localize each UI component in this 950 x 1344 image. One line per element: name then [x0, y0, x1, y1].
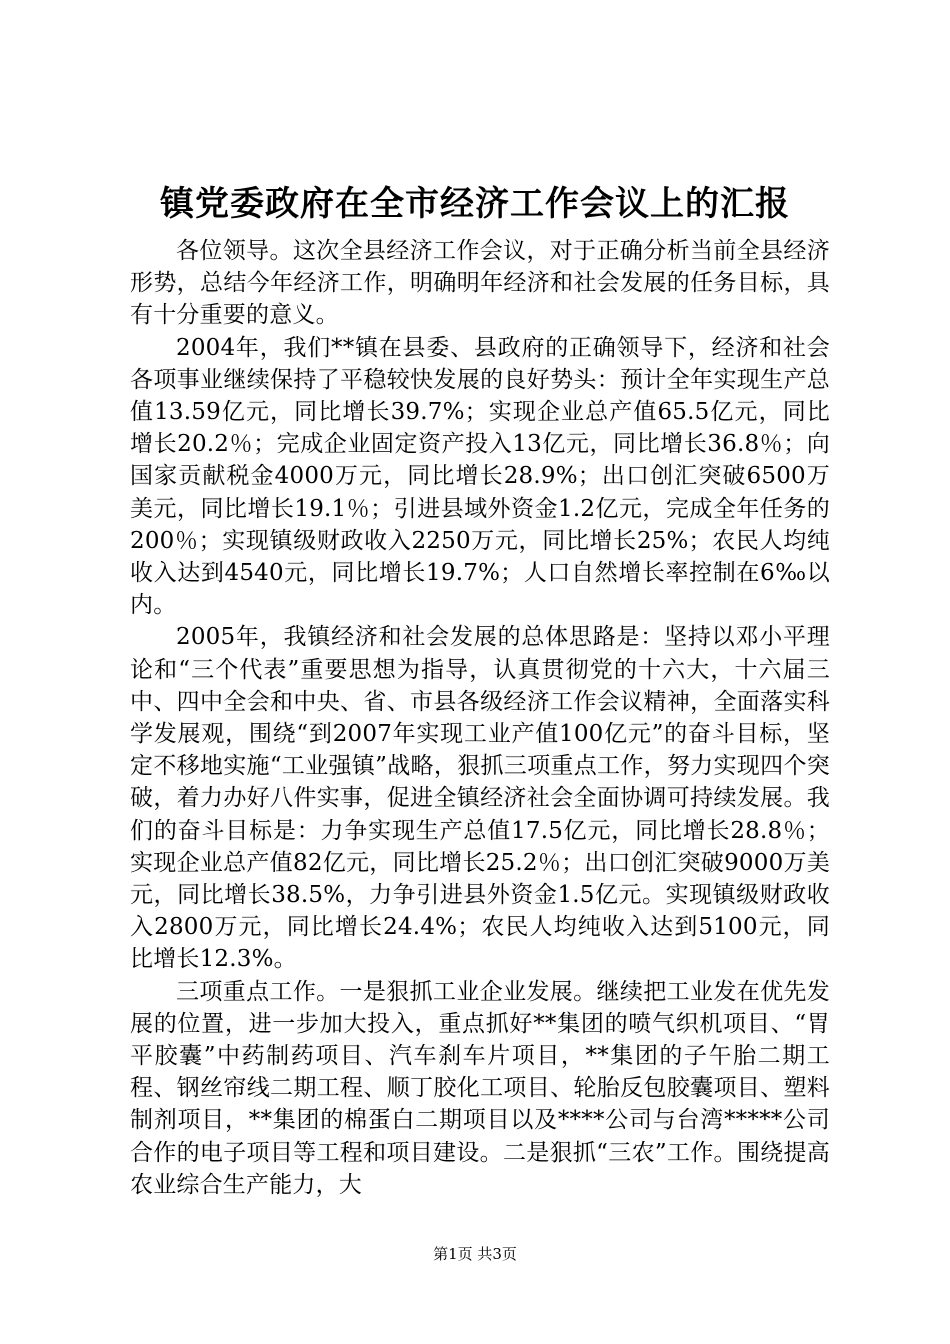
document-title: 镇党委政府在全市经济工作会议上的汇报: [160, 184, 790, 224]
paragraph-greeting: 各位领导。这次全县经济工作会议，对于正确分析当前全县经济形势，总结今年经济工作，明确明年经济和社会发展的任务目标，具有十分重要的意义。: [130, 238, 830, 329]
paragraph-key-tasks: 三项重点工作。一是狠抓工业企业发展。继续把工业发在优先发展的位置，进一步加大投入，重点抓好**集团的喷气织机项目、“胃平胶囊”中药制药项目、汽车刹车片项目，**集团的子午胎二期工程、钢丝帘线二期工程、顺丁胶化工项目、轮胎反包胶囊项目、塑料制剂项目，**集团的棉蛋白二期项目以及****公司与台湾*****公司合作的电子项目等工程和项目建设。二是狠抓“三农”工作。围绕提高农业综合生产能力，大: [130, 978, 830, 1198]
paragraph-2005-plan: 2005年，我镇经济和社会发展的总体思路是：坚持以邓小平理论和“三个代表”重要思想为指导，认真贯彻党的十六大，十六届三中、四中全会和中央、省、市县各级经济工作会议精神，全面落实科学发展观，围绕“到2007年实现工业产值100亿元”的奋斗目标，坚定不移地实施“工业强镇”战略，狠抓三项重点工作，努力实现四个突破，着力办好八件实事，促进全镇经济社会全面协调可持续发展。我们的奋斗目标是：力争实现生产总值17.5亿元，同比增长28.8％；实现企业总产值82亿元，同比增长25.2％；出口创汇突破9000万美元，同比增长38.5%，力争引进县外资金1.5亿元。实现镇级财政收入2800万元，同比增长24.4%；农民人均纯收入达到5100元，同比增长12.3%。: [130, 624, 830, 973]
paragraph-2004-review: 2004年，我们**镇在县委、县政府的正确领导下，经济和社会各项事业继续保持了平稳较快发展的良好势头：预计全年实现生产总值13.59亿元，同比增长39.7%；实现企业总产值65.5亿元，同比增长20.2％；完成企业固定资产投入13亿元，同比增长36.8％；向国家贡献税金4000万元，同比增长28.9%；出口创汇突破6500万美元，同比增长19.1％；引进县域外资金1.2亿元，完成全年任务的200％；实现镇级财政收入2250万元，同比增长25%；农民人均纯收入达到4540元，同比增长19.7%；人口自然增长率控制在6‰以内。: [130, 334, 830, 619]
document-body: [130, 235, 830, 1201]
page-footer: 第1页 共3页: [433, 1245, 517, 1263]
